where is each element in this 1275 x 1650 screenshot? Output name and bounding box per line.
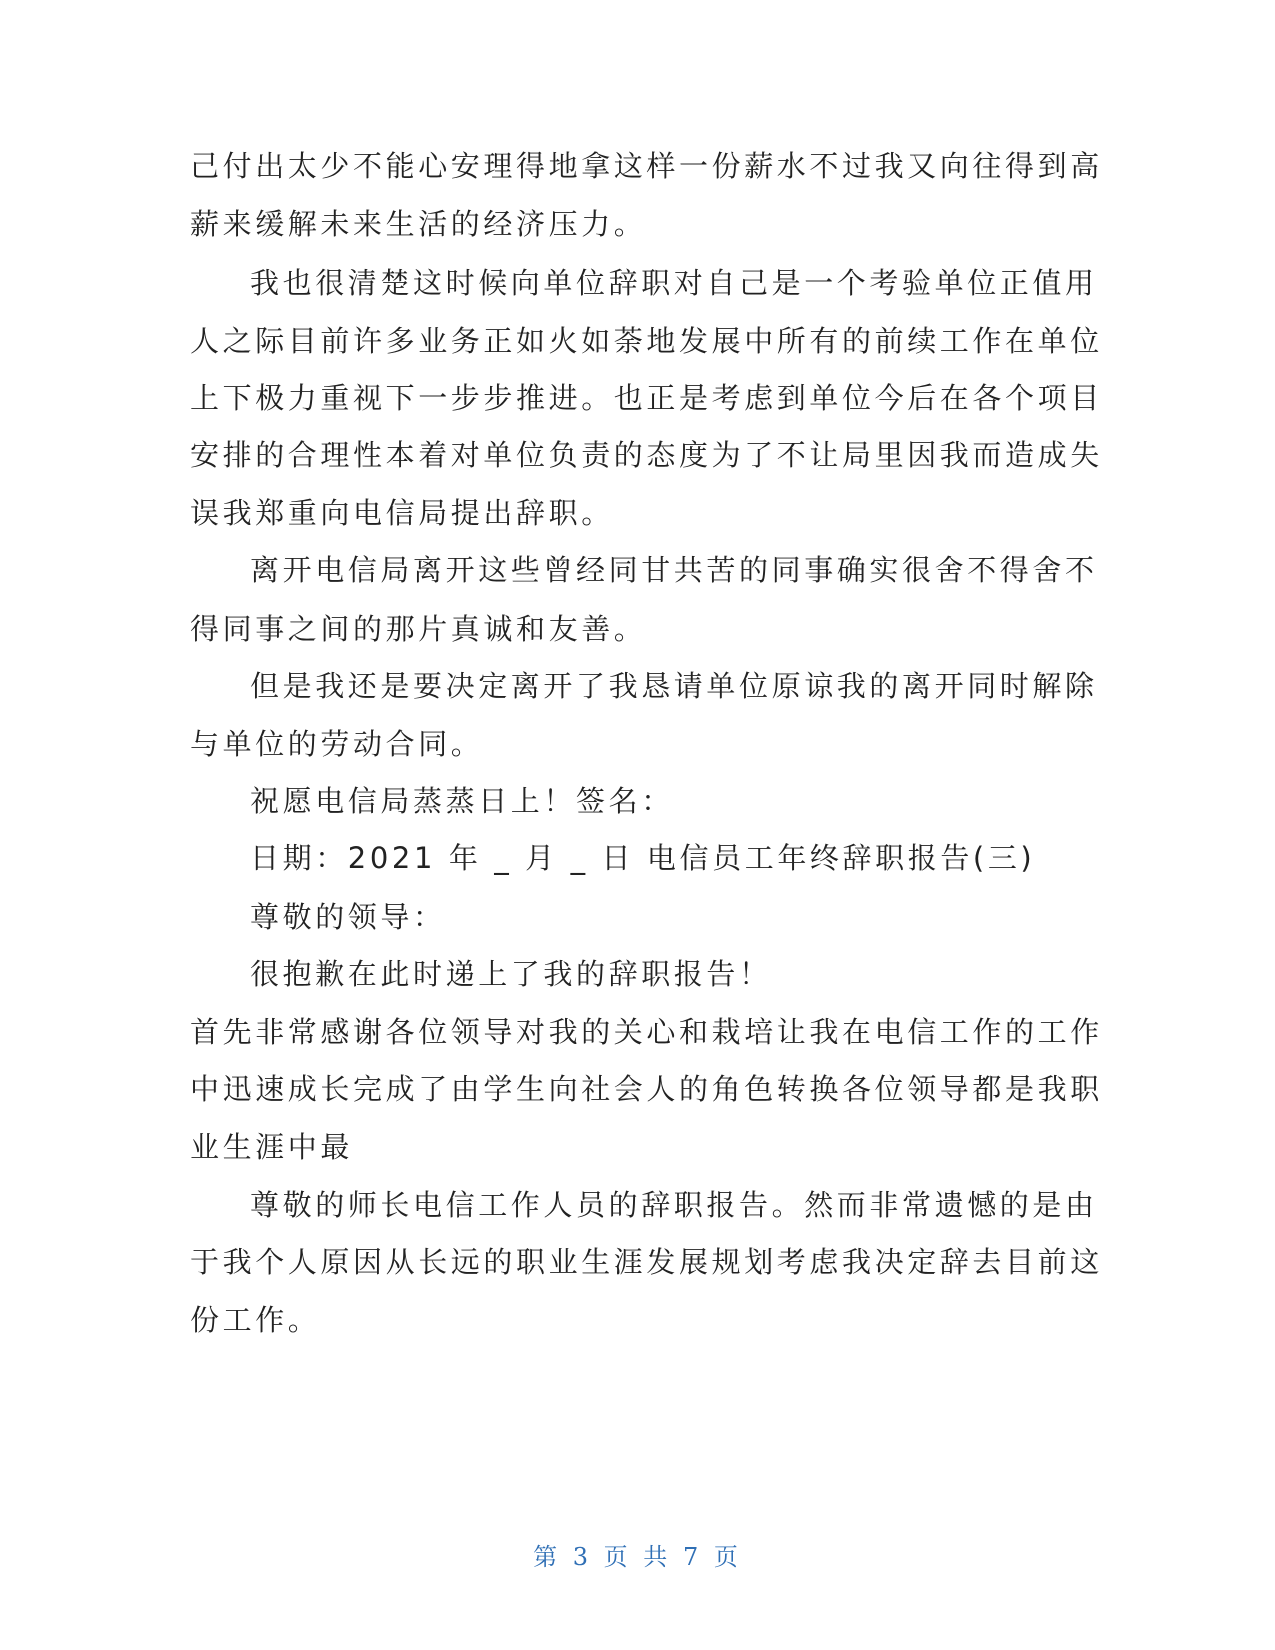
paragraph-start-line: 离开电信局离开这些曾经同甘共苦的同事确实很舍不得舍不 <box>250 553 1098 587</box>
page-number-footer: 第 3 页 共 7 页 <box>533 1543 742 1571</box>
text-line: 首先非常感谢各位领导对我的关心和栽培让我在电信工作的工作 <box>190 1015 1103 1049</box>
salutation-line: 尊敬的领导： <box>250 900 446 934</box>
text-line: 安排的合理性本着对单位负责的态度为了不让局里因我而造成失 <box>190 438 1103 472</box>
text-line: 与单位的劳动合同。 <box>190 727 484 761</box>
text-line: 份工作。 <box>190 1303 321 1337</box>
text-line: 上下极力重视下一步步推进。也正是考虑到单位今后在各个项目 <box>190 381 1103 415</box>
paragraph-start-line: 很抱歉在此时递上了我的辞职报告！ <box>250 957 772 991</box>
text-line: 中迅速成长完成了由学生向社会人的角色转换各位领导都是我职 <box>190 1072 1103 1106</box>
paragraph-start-line: 但是我还是要决定离开了我恳请单位原谅我的离开同时解除 <box>250 669 1098 703</box>
text-line: 己付出太少不能心安理得地拿这样一份薪水不过我又向往得到高 <box>190 149 1103 183</box>
paragraph-start-line: 我也很清楚这时候向单位辞职对自己是一个考验单位正值用 <box>250 266 1098 300</box>
text-line: 得同事之间的那片真诚和友善。 <box>190 612 647 646</box>
date-line: 日期：2021 年 _ 月 _ 日 电信员工年终辞职报告(三) <box>250 841 1036 875</box>
text-line: 业生涯中最 <box>190 1130 354 1164</box>
closing-signature-line: 祝愿电信局蒸蒸日上！签名： <box>250 784 674 818</box>
text-line: 人之际目前许多业务正如火如荼地发展中所有的前续工作在单位 <box>190 324 1103 358</box>
text-line: 误我郑重向电信局提出辞职。 <box>190 496 614 530</box>
text-line: 薪来缓解未来生活的经济压力。 <box>190 207 647 241</box>
text-line: 于我个人原因从长远的职业生涯发展规划考虑我决定辞去目前这 <box>190 1245 1103 1279</box>
paragraph-start-line: 尊敬的师长电信工作人员的辞职报告。然而非常遗憾的是由 <box>250 1188 1098 1222</box>
